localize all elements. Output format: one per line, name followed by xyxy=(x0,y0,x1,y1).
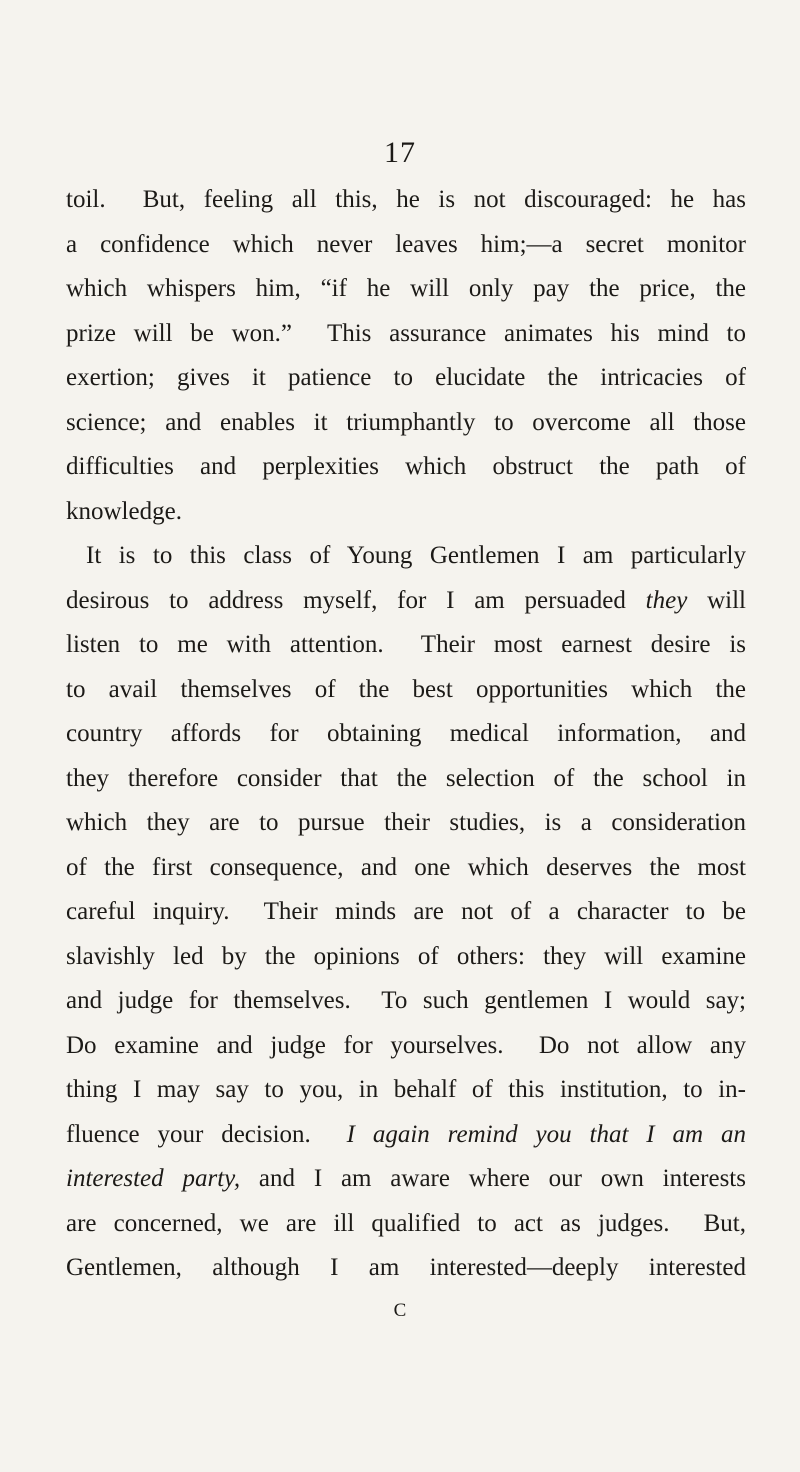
italic-text: I again remind you that I am an xyxy=(346,1120,746,1148)
text-line xyxy=(66,890,746,935)
text-segment: exertion; gives it patience to elucidate the intricacies of xyxy=(66,364,746,391)
text-line xyxy=(66,935,746,980)
text-segment: It is to this class of Young Gentlemen I am particularly xyxy=(86,542,746,569)
text-line xyxy=(66,979,746,1024)
text-line xyxy=(66,1024,746,1069)
text-line xyxy=(66,1202,746,1247)
text-segment: listen to me with attention. Their most earnest desire is xyxy=(66,631,746,658)
text-segment: will xyxy=(687,586,746,614)
text-line xyxy=(66,1068,746,1113)
text-line xyxy=(66,1246,746,1291)
text-segment: science; and enables it triumphantly to overcome all those xyxy=(66,408,746,436)
text-segment: which they are to pursue their studies, is a consideration xyxy=(66,809,746,836)
text-segment: of the first consequence, and one which deserves the most xyxy=(66,853,746,881)
text-segment: country affords for obtaining medical information, and xyxy=(66,720,746,747)
text-line xyxy=(66,846,746,891)
text-segment: slavishly led by the opinions of others: they will examine xyxy=(66,942,746,970)
text-line xyxy=(66,757,746,802)
signature-mark: C xyxy=(393,1300,407,1321)
text-segment: fluence your decision. xyxy=(66,1120,347,1148)
text-line xyxy=(66,490,746,535)
text-line xyxy=(66,801,746,846)
italic-text: interested party, xyxy=(66,1165,241,1192)
text-line xyxy=(66,623,746,668)
text-segment: desirous to address myself, for I am persuaded xyxy=(66,586,646,614)
text-line xyxy=(66,267,746,312)
text-segment: toil. But, feeling all this, he is not discouraged: he has xyxy=(66,186,746,213)
text-line xyxy=(66,534,746,579)
text-segment: careful inquiry. Their minds are not of a character to be xyxy=(66,898,746,925)
text-line xyxy=(66,579,746,624)
text-line xyxy=(66,668,746,713)
text-segment: Gentlemen, although I am interested—deeply interested xyxy=(66,1254,746,1281)
text-line xyxy=(66,712,746,757)
text-line xyxy=(66,178,746,223)
text-segment: to avail themselves of the best opportunities which the xyxy=(66,675,746,703)
text-segment: which whispers him, “if he will only pay the price, the xyxy=(66,275,746,302)
text-line xyxy=(66,445,746,490)
text-segment: difficulties and perplexities which obstruct the path of xyxy=(66,453,746,480)
text-segment: prize will be won.” This assurance animates his mind to xyxy=(66,319,746,347)
text-line xyxy=(66,1157,746,1202)
text-line xyxy=(66,401,746,446)
text-line xyxy=(66,312,746,357)
text-segment: thing I may say to you, in behalf of this institution, to in- xyxy=(66,1076,746,1103)
body-text xyxy=(66,178,746,1291)
text-line xyxy=(66,1113,746,1158)
page-number: 17 xyxy=(384,136,416,169)
text-segment: are concerned, we are ill qualified to act as judges. But, xyxy=(66,1209,746,1237)
text-line xyxy=(66,356,746,401)
text-segment: a confidence which never leaves him;—a secret monitor xyxy=(66,230,746,258)
text-segment: they therefore consider that the selection of the school in xyxy=(66,764,746,792)
text-line xyxy=(66,223,746,268)
text-segment: knowledge. xyxy=(66,497,182,525)
text-segment: Do examine and judge for yourselves. Do not allow any xyxy=(66,1031,746,1059)
italic-text: they xyxy=(645,586,688,614)
text-segment: and judge for themselves. To such gentlemen I would say; xyxy=(66,987,746,1014)
text-segment: and I am aware where our own interests xyxy=(240,1165,746,1192)
